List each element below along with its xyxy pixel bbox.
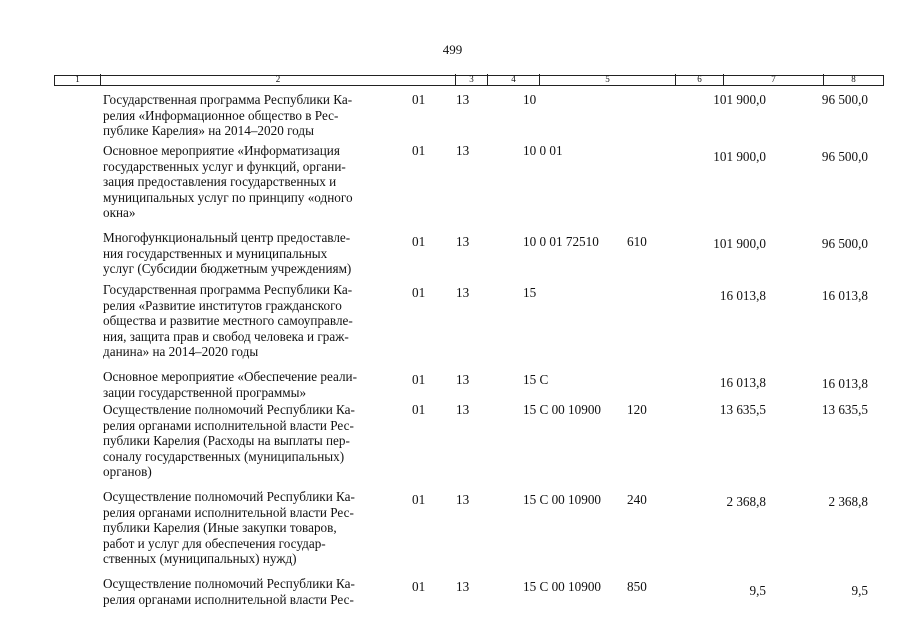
row-name-line: муниципальных услуг по принципу «одного (103, 189, 353, 205)
row-name-line: публики Карелия (Расходы на выплаты пер- (103, 433, 350, 448)
row-subsection: 13 (456, 285, 470, 300)
row-name-line: зация предоставления государственных и (103, 174, 337, 189)
row-target-article: 10 (523, 92, 537, 107)
row-name (103, 92, 395, 139)
row-subsection: 13 (456, 402, 470, 417)
row-section: 01 (412, 143, 426, 158)
row-section: 01 (412, 92, 426, 107)
row-amount-2: 96 500,0 (821, 92, 868, 107)
row-expense-type: 120 (627, 402, 647, 417)
row-name-line: релия «Развитие институтов гражданского (103, 297, 342, 313)
row-name-line: публике Карелия» на 2014–2020 годы (103, 123, 314, 138)
row-subsection: 13 (456, 234, 470, 249)
header-col-8: 8 (823, 74, 883, 85)
row-target-article: 10 0 01 72510 (523, 234, 599, 249)
row-amount-2: 16 013,8 (821, 288, 868, 303)
header-col-1: 1 (75, 74, 80, 84)
row-name-line: релия «Информационное общество в Рес- (103, 107, 339, 123)
row-name-line: Государственная программа Республики Ка- (103, 92, 353, 107)
header-col-3: 3 (455, 74, 487, 85)
row-name-line: зации государственной программы» (103, 384, 307, 400)
row-name (103, 489, 395, 567)
row-name-line: соналу государственных (муниципальных) (103, 448, 345, 464)
row-name (103, 402, 395, 480)
header-col-7: 7 (723, 74, 823, 85)
row-target-article: 15 С 00 10900 (523, 579, 602, 594)
row-subsection: 13 (456, 92, 470, 107)
row-name (103, 576, 395, 607)
row-section: 01 (412, 492, 426, 507)
row-amount-2: 9,5 (851, 583, 868, 598)
row-target-article: 15 С (523, 372, 549, 387)
page-number: 499 (442, 42, 463, 57)
row-amount-2: 16 013,8 (821, 376, 868, 391)
row-subsection: 13 (456, 143, 470, 158)
row-amount-2: 96 500,0 (821, 236, 868, 251)
row-subsection: 13 (456, 492, 470, 507)
row-subsection: 13 (456, 372, 470, 387)
row-amount-1: 101 900,0 (713, 149, 766, 164)
row-expense-type: 850 (627, 579, 647, 594)
row-amount-1: 9,5 (749, 583, 766, 598)
row-name-line: Государственная программа Республики Ка- (103, 282, 353, 297)
row-name-line: Основное мероприятие «Обеспечение реали- (103, 369, 357, 384)
row-name-line: Осуществление полномочий Республики Ка- (103, 489, 355, 504)
row-amount-1: 16 013,8 (719, 375, 766, 390)
row-name-line: публики Карелия (Иные закупки товаров, (103, 520, 337, 535)
row-section: 01 (412, 579, 426, 594)
row-amount-1: 101 900,0 (713, 92, 766, 107)
row-name-line: релия органами исполнительной власти Рес- (103, 417, 354, 433)
row-name-line: ния, защита прав и свобод человека и граж- (103, 328, 349, 344)
row-name-line: данина» на 2014–2020 годы (103, 344, 259, 359)
row-name (103, 230, 395, 277)
row-name (103, 143, 395, 221)
row-section: 01 (412, 402, 426, 417)
row-name-line: Осуществление полномочий Республики Ка- (103, 576, 355, 591)
row-name-line: общества и развитие местного самоуправле- (103, 313, 353, 328)
row-target-article: 15 С 00 10900 (523, 402, 602, 417)
row-target-article: 15 С 00 10900 (523, 492, 602, 507)
row-name-line: государственных услуг и функций, органи- (103, 158, 346, 174)
row-name-line: ственных (муниципальных) нужд) (103, 551, 297, 566)
row-amount-2: 2 368,8 (828, 494, 868, 509)
row-amount-1: 16 013,8 (719, 288, 766, 303)
row-expense-type: 610 (627, 234, 647, 249)
row-amount-2: 13 635,5 (821, 402, 868, 417)
header-col-4: 4 (487, 74, 539, 85)
row-amount-1: 2 368,8 (726, 494, 766, 509)
row-amount-1: 13 635,5 (719, 402, 766, 417)
row-amount-1: 101 900,0 (713, 236, 766, 251)
row-target-article: 15 (523, 285, 537, 300)
header-col-6: 6 (675, 74, 723, 85)
table-header (54, 75, 884, 86)
row-amount-2: 96 500,0 (821, 149, 868, 164)
row-expense-type: 240 (627, 492, 647, 507)
row-name (103, 282, 395, 360)
row-name-line: релия органами исполнительной власти Рес- (103, 591, 354, 607)
row-name-line: услуг (Субсидии бюджетным учреждениям) (103, 261, 352, 276)
row-name-line: Многофункциональный центр предоставле- (103, 230, 351, 245)
row-name-line: Осуществление полномочий Республики Ка- (103, 402, 355, 417)
row-name-line: Основное мероприятие «Информатизация (103, 143, 340, 158)
row-name-line: органов) (103, 464, 152, 479)
row-section: 01 (412, 285, 426, 300)
row-name (103, 369, 395, 400)
row-name-line: работ и услуг для обеспечения государ- (103, 535, 326, 551)
row-section: 01 (412, 234, 426, 249)
row-name-line: ния государственных и муниципальных (103, 245, 328, 261)
header-col-5: 5 (539, 74, 675, 85)
row-section: 01 (412, 372, 426, 387)
row-name-line: релия органами исполнительной власти Рес- (103, 504, 354, 520)
header-col-2: 2 (100, 74, 455, 85)
row-subsection: 13 (456, 579, 470, 594)
row-name-line: окна» (103, 205, 136, 220)
row-target-article: 10 0 01 (523, 143, 563, 158)
